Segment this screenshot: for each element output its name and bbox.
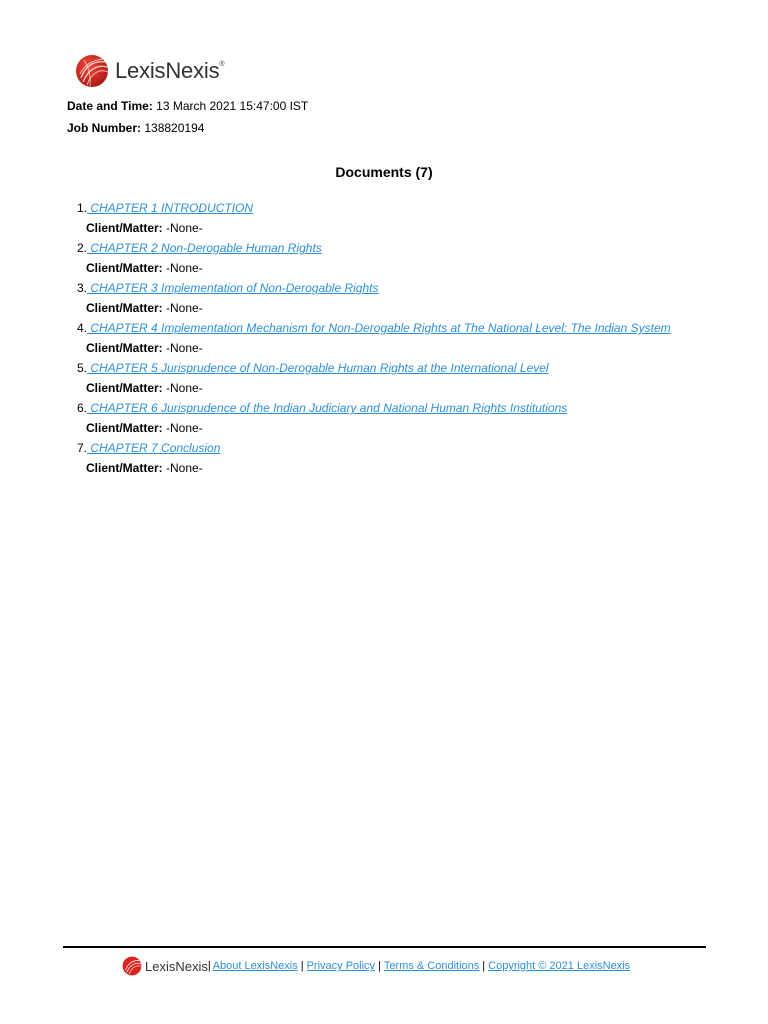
document-entry [77, 318, 671, 338]
document-link[interactable]: CHAPTER 1 INTRODUCTION [87, 201, 254, 215]
item-number: 6. [77, 401, 88, 415]
client-matter-label: Client/Matter: [86, 301, 163, 315]
client-matter [77, 418, 671, 438]
item-number: 3. [77, 281, 88, 295]
document-link[interactable]: CHAPTER 6 Jurisprudence of the Indian Judiciary and National Human Rights Institutions [87, 401, 568, 415]
job-label: Job Number: [67, 121, 142, 135]
document-entry [77, 358, 671, 378]
list-item [77, 198, 671, 238]
document-link[interactable]: CHAPTER 5 Jurisprudence of Non-Derogable Human Rights at the International Level [87, 361, 549, 375]
document-link[interactable]: CHAPTER 4 Implementation Mechanism for Non-Derogable Rights at The National Level: The Indian System [87, 321, 671, 335]
client-matter-label: Client/Matter: [86, 461, 163, 475]
list-item [77, 318, 671, 358]
footer-separator: | [207, 960, 211, 972]
client-matter-label: Client/Matter: [86, 421, 163, 435]
list-item [77, 358, 671, 398]
client-matter-label: Client/Matter: [86, 381, 163, 395]
document-link[interactable]: CHAPTER 3 Implementation of Non-Derogable Rights [87, 281, 379, 295]
client-matter-value: -None- [166, 341, 203, 355]
job-value: 138820194 [144, 121, 205, 135]
client-matter [77, 258, 671, 278]
date-label: Date and Time: [67, 99, 153, 113]
footer-divider [63, 946, 706, 948]
date-and-time [67, 99, 308, 113]
client-matter-label: Client/Matter: [86, 261, 163, 275]
client-matter [77, 458, 671, 478]
document-link[interactable]: CHAPTER 7 Conclusion [87, 441, 221, 455]
footer [122, 956, 630, 976]
item-number: 5. [77, 361, 88, 375]
client-matter-label: Client/Matter: [86, 221, 163, 235]
terms-link[interactable]: Terms & Conditions [383, 960, 480, 972]
list-item [77, 238, 671, 278]
document-link[interactable]: CHAPTER 2 Non-Derogable Human Rights [87, 241, 322, 255]
client-matter-label: Client/Matter: [86, 341, 163, 355]
about-link[interactable]: About LexisNexis [212, 960, 298, 972]
item-number: 7. [77, 441, 88, 455]
lexisnexis-globe-icon [75, 54, 109, 88]
client-matter [77, 218, 671, 238]
footer-wordmark: LexisNexis [145, 958, 208, 974]
job-number [67, 121, 204, 135]
date-value: 13 March 2021 15:47:00 IST [156, 99, 309, 113]
client-matter-value: -None- [166, 301, 203, 315]
client-matter-value: -None- [166, 381, 203, 395]
client-matter [77, 298, 671, 318]
client-matter-value: -None- [166, 461, 203, 475]
privacy-policy-link[interactable]: Privacy Policy [306, 960, 376, 972]
client-matter-value: -None- [166, 221, 203, 235]
item-number: 2. [77, 241, 88, 255]
lexisnexis-globe-icon [122, 956, 142, 976]
client-matter-value: -None- [166, 421, 203, 435]
lexisnexis-logo [75, 54, 224, 88]
client-matter [77, 338, 671, 358]
documents-heading: Documents (7) [335, 164, 433, 180]
footer-separator: | [378, 960, 381, 972]
document-entry [77, 438, 671, 458]
document-entry [77, 278, 671, 298]
copyright-link[interactable]: Copyright © 2021 LexisNexis [488, 960, 631, 972]
list-item [77, 278, 671, 318]
item-number: 4. [77, 321, 88, 335]
item-number: 1. [77, 201, 88, 215]
document-entry [77, 398, 671, 418]
documents-list [77, 198, 671, 478]
logo-wordmark: LexisNexis® [115, 58, 225, 83]
client-matter [77, 378, 671, 398]
document-entry [77, 238, 671, 258]
document-entry [77, 198, 671, 218]
list-item [77, 398, 671, 438]
list-item [77, 438, 671, 478]
footer-separator: | [300, 960, 304, 972]
client-matter-value: -None- [166, 261, 203, 275]
footer-separator: | [482, 960, 486, 972]
